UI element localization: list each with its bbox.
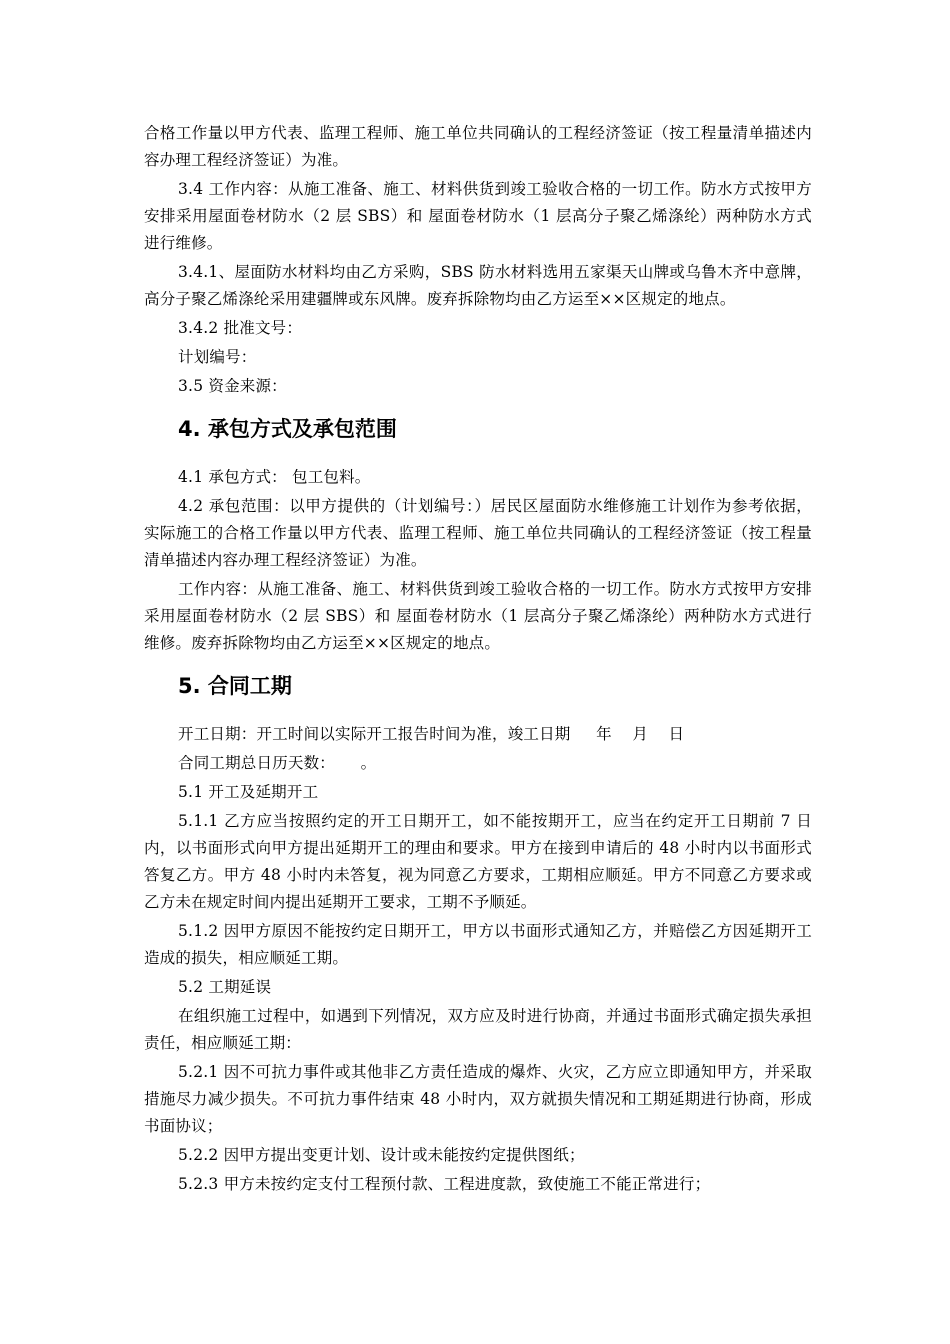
paragraph-plan-number: 计划编号： bbox=[178, 348, 257, 366]
paragraph-work-content: 工作内容：从施工准备、施工、材料供货到竣工验收合格的一切工作。防水方式按甲方安排采用屋面卷材防水（2 层 SBS）和 屋面卷材防水（1 层高分子聚乙烯涤纶）两种防水方式进行维修。废弃拆除物均由乙方运至××区规定的地点。 bbox=[144, 580, 812, 652]
paragraph-4-1: 4.1 承包方式： 包工包料。 bbox=[178, 468, 371, 486]
paragraph-4-2: 4.2 承包范围：以甲方提供的（计划编号：）居民区屋面防水维修施工计划作为参考依据，实际施工的合格工作量以甲方代表、监理工程师、施工单位共同确认的工程经济签证（按工程量清单描述内容办理工程经济签证）为准。 bbox=[144, 497, 812, 569]
paragraph-5-1-1: 5.1.1 乙方应当按照约定的开工日期开工，如不能按期开工，应当在约定开工日期前 7 日内，以书面形式向甲方提出延期开工的理由和要求。甲方在接到申请后的 48 小时内以书面形式答复乙方。甲方 48 小时内未答复，视为同意乙方要求，工期相应顺延。甲方不同意乙方要求或乙方未在规定时间内提出延期开工要求，工期不予顺延。 bbox=[144, 812, 812, 911]
document-page bbox=[144, 120, 812, 1200]
paragraph-3-4-1: 3.4.1、屋面防水材料均由乙方采购，SBS 防水材料选用五家渠天山牌或乌鲁木齐中意牌，高分子聚乙烯涤纶采用建疆牌或东风牌。废弃拆除物均由乙方运至××区规定的地点。 bbox=[144, 263, 812, 308]
paragraph-total-days: 合同工期总日历天数： 。 bbox=[178, 754, 377, 772]
paragraph-5-2-1: 5.2.1 因不可抗力事件或其他非乙方责任造成的爆炸、火灾，乙方应立即通知甲方，并采取措施尽力减少损失。不可抗力事件结束 48 小时内，双方就损失情况和工期延期进行协商，形成书面协议； bbox=[144, 1063, 812, 1135]
paragraph-3-5: 3.5 资金来源： bbox=[178, 377, 287, 395]
paragraph-5-2: 5.2 工期延误 bbox=[178, 978, 272, 996]
section-4-heading: 4. 承包方式及承包范围 bbox=[178, 417, 397, 441]
paragraph-5-1: 5.1 开工及延期开工 bbox=[178, 783, 319, 801]
paragraph-5-1-2: 5.1.2 因甲方原因不能按约定日期开工，甲方以书面形式通知乙方，并赔偿乙方因延期开工造成的损失，相应顺延工期。 bbox=[144, 922, 812, 967]
paragraph-start-date: 开工日期：开工时间以实际开工报告时间为准，竣工日期 年 月 日 bbox=[178, 725, 685, 743]
paragraph-3-4: 3.4 工作内容：从施工准备、施工、材料供货到竣工验收合格的一切工作。防水方式按甲方安排采用屋面卷材防水（2 层 SBS）和 屋面卷材防水（1 层高分子聚乙烯涤纶）两种防水方式进行维修。 bbox=[144, 180, 812, 252]
paragraph-5-2-3: 5.2.3 甲方未按约定支付工程预付款、工程进度款，致使施工不能正常进行； bbox=[178, 1175, 711, 1193]
paragraph-5-2-2: 5.2.2 因甲方提出变更计划、设计或未能按约定提供图纸； bbox=[178, 1146, 585, 1164]
paragraph-delay-intro: 在组织施工过程中，如遇到下列情况，双方应及时进行协商，并通过书面形式确定损失承担责任，相应顺延工期： bbox=[144, 1007, 812, 1052]
paragraph-3-4-2: 3.4.2 批准文号： bbox=[178, 319, 303, 337]
section-5-heading: 5. 合同工期 bbox=[178, 674, 292, 698]
paragraph-qualified-workload: 合格工作量以甲方代表、监理工程师、施工单位共同确认的工程经济签证（按工程量清单描述内容办理工程经济签证）为准。 bbox=[144, 124, 812, 169]
